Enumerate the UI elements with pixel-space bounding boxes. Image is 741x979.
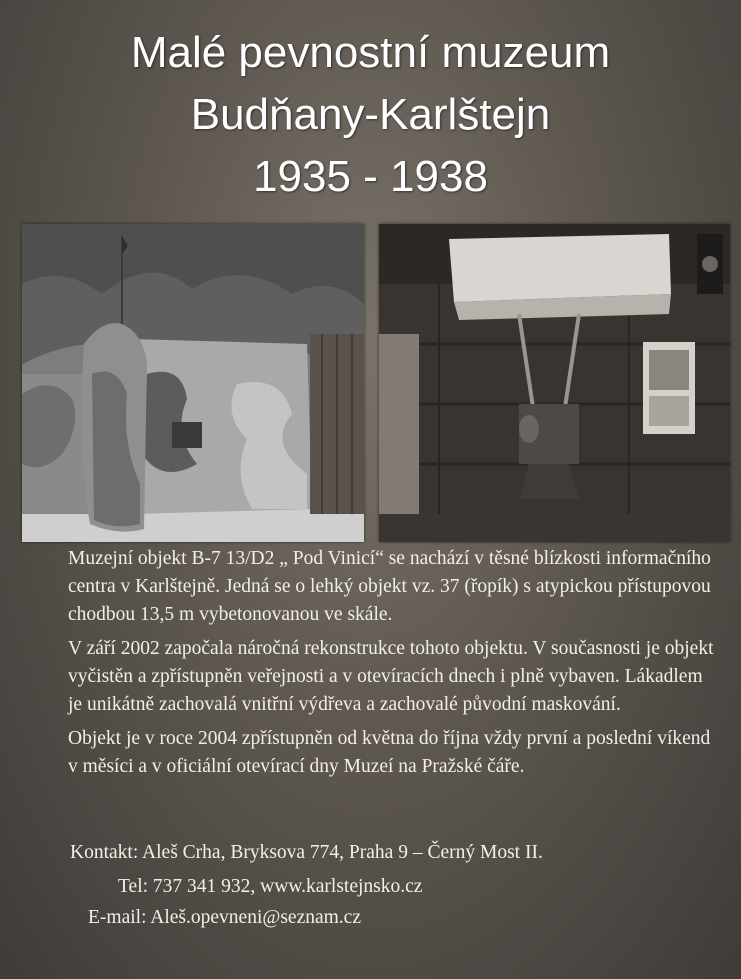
bunker-exterior-image [22, 224, 364, 542]
title-line-2: Budňany-Karlštejn [190, 90, 551, 139]
bunker-exterior-photo [22, 224, 364, 542]
title-line-1: Malé pevnostní muzeum [130, 28, 611, 77]
description [68, 545, 718, 787]
bunker-interior-image [379, 224, 730, 542]
paragraph-2: V září 2002 započala náročná rekonstrukce tohoto objektu. V současnosti je objekt vyčistěn a zpřístupněn veřejnosti a v otevíracích dnech i plně vybaven. Lákadlem je unikátně zachovalá vnitřní výdřeva a zachovalé původní maskování. [68, 638, 714, 715]
page-title [0, 22, 741, 208]
title-line-3: 1935 - 1938 [253, 152, 488, 201]
phone-web-line: Tel: 737 341 932, www.karlstejnsko.cz [118, 876, 423, 897]
paragraph-3: Objekt je v roce 2004 zpřístupněn od května do října vždy první a poslední víkend v měsíci a v oficiální otevírací dny Muzeí na Pražské čáře. [68, 728, 711, 777]
paragraph-1: Muzejní objekt B-7 13/D2 „ Pod Vinicí“ se nachází v těsné blízkosti informačního centra v Karlštejně. Jedná se o lehký objekt vz. 37 (řopík) s atypickou přístupovou chodbou 13,5 m vybetonovanou ve skále. [68, 548, 711, 625]
email-line: E-mail: Aleš.opevneni@seznam.cz [88, 907, 361, 928]
bunker-interior-photo [379, 224, 730, 542]
contact-line: Kontakt: Aleš Crha, Bryksova 774, Praha 9 – Černý Most II. [70, 842, 543, 863]
